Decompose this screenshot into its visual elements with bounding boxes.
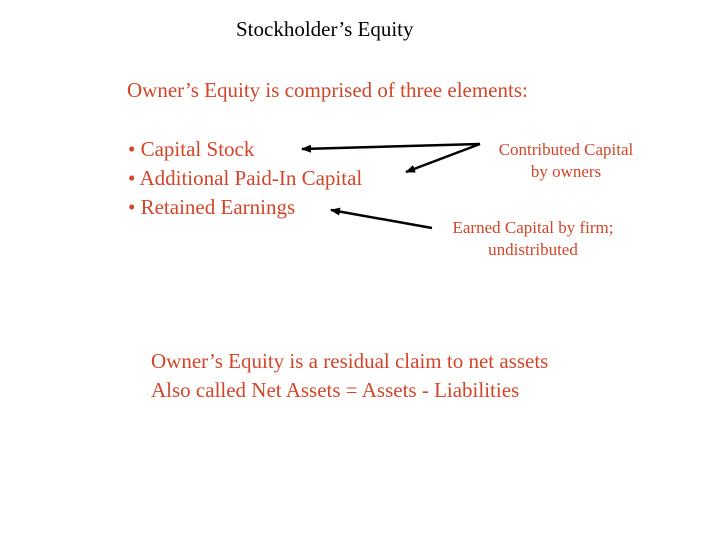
note-line: by owners <box>530 162 602 181</box>
arrow-to-retained-earnings-icon <box>331 210 432 228</box>
arrow-to-capital-stock-icon <box>302 144 480 149</box>
note-line: Contributed Capital <box>498 140 634 159</box>
bullet-marker: • <box>128 166 136 190</box>
footer-line-residual-claim: Owner’s Equity is a residual claim to net assets <box>151 349 549 373</box>
bullet-label: Additional Paid-In Capital <box>139 166 363 190</box>
arrow-to-additional-paid-in-capital-icon <box>406 144 480 172</box>
bullet-marker: • <box>128 137 136 161</box>
note-line: Earned Capital by firm; <box>452 218 614 237</box>
bullet-marker: • <box>128 195 136 219</box>
bullet-label: Retained Earnings <box>140 195 296 219</box>
intro-text: Owner’s Equity is comprised of three elements: <box>127 78 528 102</box>
note-line: undistributed <box>488 240 578 259</box>
footer-line-net-assets: Also called Net Assets = Assets - Liabilities <box>151 378 520 402</box>
bullet-label: Capital Stock <box>140 137 255 161</box>
slide-title: Stockholder’s Equity <box>236 17 414 41</box>
